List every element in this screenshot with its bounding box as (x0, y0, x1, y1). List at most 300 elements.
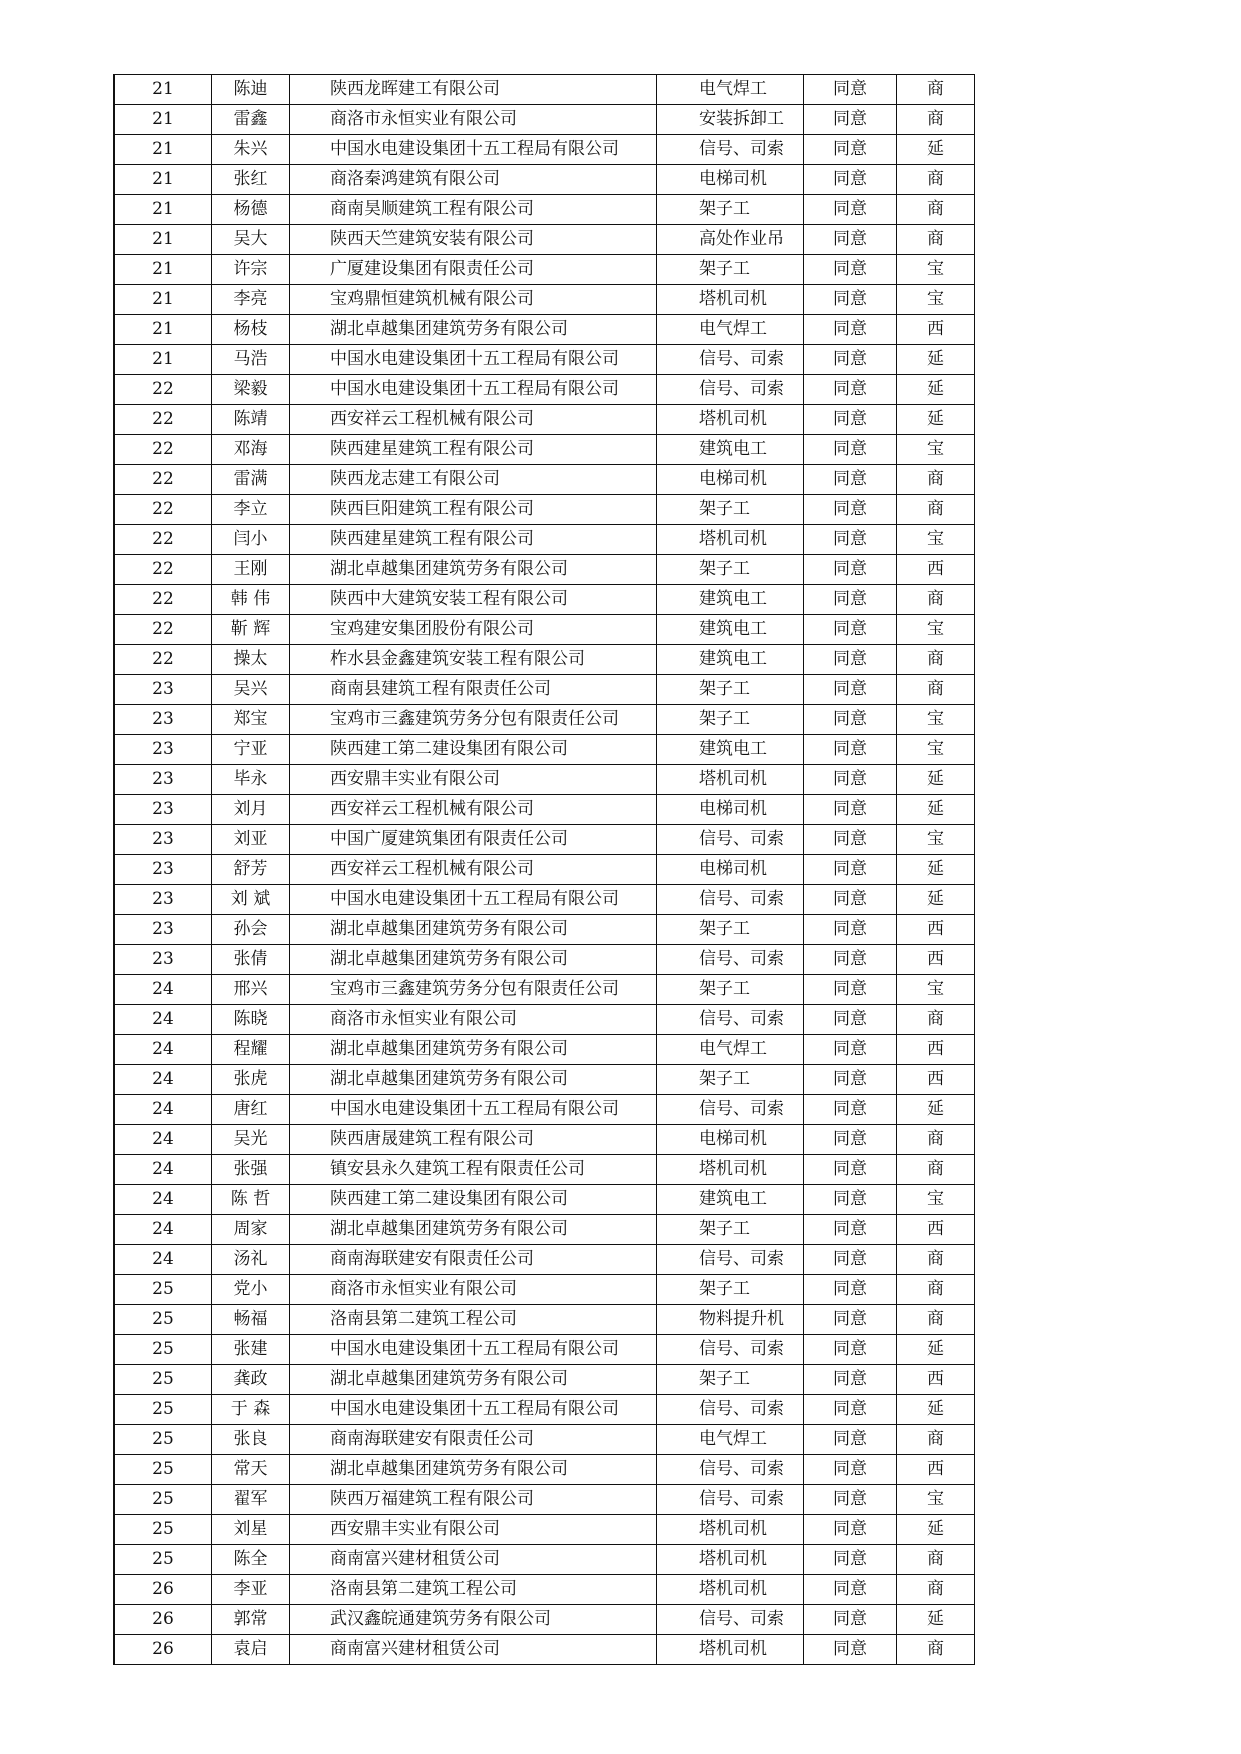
job-type-cell: 信号、司索 (657, 885, 804, 915)
company-cell: 中国水电建设集团十五工程局有限公司 (290, 885, 657, 915)
job-type-cell: 架子工 (657, 675, 804, 705)
row-number-cell: 21 (114, 225, 212, 255)
region-cell: 宝 (897, 255, 975, 285)
row-number-cell: 24 (114, 1185, 212, 1215)
name-cell: 杨德 (212, 195, 290, 225)
company-cell: 中国广厦建筑集团有限责任公司 (290, 825, 657, 855)
row-number-cell: 23 (114, 885, 212, 915)
job-type-cell: 建筑电工 (657, 615, 804, 645)
row-number-cell: 21 (114, 285, 212, 315)
region-cell: 延 (897, 765, 975, 795)
name-cell: 翟军 (212, 1485, 290, 1515)
name-cell: 朱兴 (212, 135, 290, 165)
table-row (114, 645, 975, 675)
job-type-cell: 塔机司机 (657, 1545, 804, 1575)
name-cell: 龚政 (212, 1365, 290, 1395)
approval-cell: 同意 (804, 1365, 897, 1395)
job-type-cell: 高处作业吊 (657, 225, 804, 255)
company-cell: 商洛市永恒实业有限公司 (290, 1005, 657, 1035)
region-cell: 延 (897, 1095, 975, 1125)
region-cell: 商 (897, 225, 975, 255)
row-number-cell: 24 (114, 1215, 212, 1245)
name-cell: 张虎 (212, 1065, 290, 1095)
name-cell: 李亚 (212, 1575, 290, 1605)
company-cell: 中国水电建设集团十五工程局有限公司 (290, 1335, 657, 1365)
job-type-cell: 安装拆卸工 (657, 105, 804, 135)
table-row (114, 375, 975, 405)
job-type-cell: 电梯司机 (657, 1125, 804, 1155)
row-number-cell: 24 (114, 975, 212, 1005)
row-number-cell: 25 (114, 1485, 212, 1515)
region-cell: 商 (897, 105, 975, 135)
row-number-cell: 23 (114, 795, 212, 825)
region-cell: 西 (897, 1065, 975, 1095)
region-cell: 宝 (897, 1185, 975, 1215)
region-cell: 商 (897, 1305, 975, 1335)
job-type-cell: 架子工 (657, 915, 804, 945)
table-row (114, 1395, 975, 1425)
region-cell: 延 (897, 405, 975, 435)
row-number-cell: 23 (114, 675, 212, 705)
row-number-cell: 24 (114, 1155, 212, 1185)
approval-cell: 同意 (804, 735, 897, 765)
row-number-cell: 22 (114, 555, 212, 585)
approval-cell: 同意 (804, 1335, 897, 1365)
company-cell: 商南昊顺建筑工程有限公司 (290, 195, 657, 225)
job-type-cell: 建筑电工 (657, 435, 804, 465)
company-cell: 陕西天竺建筑安装有限公司 (290, 225, 657, 255)
table-row (114, 1245, 975, 1275)
region-cell: 商 (897, 165, 975, 195)
company-cell: 陕西万福建筑工程有限公司 (290, 1485, 657, 1515)
company-cell: 陕西唐晟建筑工程有限公司 (290, 1125, 657, 1155)
approval-cell: 同意 (804, 1455, 897, 1485)
name-cell: 孙会 (212, 915, 290, 945)
approval-cell: 同意 (804, 495, 897, 525)
approval-cell: 同意 (804, 525, 897, 555)
name-cell: 刘星 (212, 1515, 290, 1545)
name-cell: 邓海 (212, 435, 290, 465)
approval-cell: 同意 (804, 1515, 897, 1545)
region-cell: 西 (897, 1215, 975, 1245)
name-cell: 张良 (212, 1425, 290, 1455)
name-cell: 陈迪 (212, 75, 290, 105)
region-cell: 宝 (897, 825, 975, 855)
approval-cell: 同意 (804, 1215, 897, 1245)
region-cell: 西 (897, 555, 975, 585)
name-cell: 吴兴 (212, 675, 290, 705)
row-number-cell: 22 (114, 525, 212, 555)
name-cell: 程耀 (212, 1035, 290, 1065)
table-row (114, 555, 975, 585)
company-cell: 湖北卓越集团建筑劳务有限公司 (290, 315, 657, 345)
row-number-cell: 25 (114, 1425, 212, 1455)
region-cell: 商 (897, 495, 975, 525)
table-row (114, 1095, 975, 1125)
name-cell: 李立 (212, 495, 290, 525)
row-number-cell: 21 (114, 195, 212, 225)
name-cell: 刘亚 (212, 825, 290, 855)
row-number-cell: 26 (114, 1635, 212, 1665)
table-row (114, 855, 975, 885)
name-cell: 张强 (212, 1155, 290, 1185)
job-type-cell: 信号、司索 (657, 1245, 804, 1275)
table-row (114, 1065, 975, 1095)
company-cell: 中国水电建设集团十五工程局有限公司 (290, 375, 657, 405)
region-cell: 商 (897, 1425, 975, 1455)
company-cell: 武汉鑫皖通建筑劳务有限公司 (290, 1605, 657, 1635)
company-cell: 湖北卓越集团建筑劳务有限公司 (290, 915, 657, 945)
name-cell: 陈全 (212, 1545, 290, 1575)
company-cell: 商南富兴建材租赁公司 (290, 1635, 657, 1665)
table-row (114, 1125, 975, 1155)
company-cell: 中国水电建设集团十五工程局有限公司 (290, 345, 657, 375)
name-cell: 杨枝 (212, 315, 290, 345)
row-number-cell: 22 (114, 465, 212, 495)
job-type-cell: 架子工 (657, 975, 804, 1005)
approval-cell: 同意 (804, 705, 897, 735)
row-number-cell: 22 (114, 645, 212, 675)
approval-cell: 同意 (804, 345, 897, 375)
row-number-cell: 22 (114, 375, 212, 405)
row-number-cell: 26 (114, 1605, 212, 1635)
approval-cell: 同意 (804, 315, 897, 345)
approval-cell: 同意 (804, 825, 897, 855)
approval-cell: 同意 (804, 285, 897, 315)
approval-cell: 同意 (804, 1605, 897, 1635)
approval-cell: 同意 (804, 615, 897, 645)
table-row (114, 1275, 975, 1305)
job-type-cell: 信号、司索 (657, 1605, 804, 1635)
company-cell: 陕西巨阳建筑工程有限公司 (290, 495, 657, 525)
job-type-cell: 架子工 (657, 1275, 804, 1305)
row-number-cell: 25 (114, 1365, 212, 1395)
region-cell: 商 (897, 195, 975, 225)
row-number-cell: 22 (114, 435, 212, 465)
name-cell: 宁亚 (212, 735, 290, 765)
approval-cell: 同意 (804, 1185, 897, 1215)
table-row (114, 1515, 975, 1545)
region-cell: 西 (897, 945, 975, 975)
region-cell: 宝 (897, 705, 975, 735)
row-number-cell: 24 (114, 1125, 212, 1155)
name-cell: 周家 (212, 1215, 290, 1245)
row-number-cell: 21 (114, 255, 212, 285)
job-type-cell: 信号、司索 (657, 135, 804, 165)
region-cell: 宝 (897, 1485, 975, 1515)
company-cell: 湖北卓越集团建筑劳务有限公司 (290, 1065, 657, 1095)
company-cell: 洛南县第二建筑工程公司 (290, 1575, 657, 1605)
table-row (114, 225, 975, 255)
job-type-cell: 信号、司索 (657, 345, 804, 375)
approval-cell: 同意 (804, 105, 897, 135)
company-cell: 西安祥云工程机械有限公司 (290, 405, 657, 435)
row-number-cell: 23 (114, 825, 212, 855)
approval-cell: 同意 (804, 195, 897, 225)
company-cell: 西安鼎丰实业有限公司 (290, 1515, 657, 1545)
table-row (114, 105, 975, 135)
row-number-cell: 22 (114, 585, 212, 615)
name-cell: 李亮 (212, 285, 290, 315)
row-number-cell: 21 (114, 105, 212, 135)
table-row (114, 1005, 975, 1035)
job-type-cell: 建筑电工 (657, 1185, 804, 1215)
table-row (114, 255, 975, 285)
name-cell: 畅福 (212, 1305, 290, 1335)
company-cell: 商南县建筑工程有限责任公司 (290, 675, 657, 705)
company-cell: 陕西建工第二建设集团有限公司 (290, 1185, 657, 1215)
table-row (114, 1185, 975, 1215)
job-type-cell: 电梯司机 (657, 855, 804, 885)
company-cell: 商洛市永恒实业有限公司 (290, 105, 657, 135)
region-cell: 宝 (897, 975, 975, 1005)
table-row (114, 1485, 975, 1515)
row-number-cell: 24 (114, 1005, 212, 1035)
name-cell: 许宗 (212, 255, 290, 285)
job-type-cell: 塔机司机 (657, 765, 804, 795)
company-cell: 陕西中大建筑安装工程有限公司 (290, 585, 657, 615)
company-cell: 商南富兴建材租赁公司 (290, 1545, 657, 1575)
region-cell: 商 (897, 1245, 975, 1275)
company-cell: 陕西龙志建工有限公司 (290, 465, 657, 495)
region-cell: 宝 (897, 285, 975, 315)
job-type-cell: 信号、司索 (657, 1395, 804, 1425)
job-type-cell: 塔机司机 (657, 285, 804, 315)
company-cell: 宝鸡鼎恒建筑机械有限公司 (290, 285, 657, 315)
row-number-cell: 23 (114, 915, 212, 945)
row-number-cell: 25 (114, 1455, 212, 1485)
name-cell: 韩 伟 (212, 585, 290, 615)
job-type-cell: 塔机司机 (657, 1575, 804, 1605)
row-number-cell: 22 (114, 495, 212, 525)
name-cell: 梁毅 (212, 375, 290, 405)
region-cell: 宝 (897, 525, 975, 555)
row-number-cell: 22 (114, 615, 212, 645)
table-row (114, 465, 975, 495)
approval-cell: 同意 (804, 225, 897, 255)
row-number-cell: 21 (114, 315, 212, 345)
region-cell: 西 (897, 915, 975, 945)
table-row (114, 945, 975, 975)
company-cell: 中国水电建设集团十五工程局有限公司 (290, 135, 657, 165)
job-type-cell: 信号、司索 (657, 375, 804, 405)
company-cell: 陕西建星建筑工程有限公司 (290, 525, 657, 555)
table-row (114, 405, 975, 435)
company-cell: 陕西建工第二建设集团有限公司 (290, 735, 657, 765)
region-cell: 商 (897, 1275, 975, 1305)
approval-cell: 同意 (804, 855, 897, 885)
table-body (114, 75, 975, 1665)
approval-cell: 同意 (804, 555, 897, 585)
approval-cell: 同意 (804, 1485, 897, 1515)
row-number-cell: 21 (114, 75, 212, 105)
row-number-cell: 25 (114, 1515, 212, 1545)
table-row (114, 1365, 975, 1395)
row-number-cell: 23 (114, 945, 212, 975)
region-cell: 延 (897, 1605, 975, 1635)
region-cell: 西 (897, 1365, 975, 1395)
approval-cell: 同意 (804, 975, 897, 1005)
company-cell: 宝鸡建安集团股份有限公司 (290, 615, 657, 645)
table-row (114, 1155, 975, 1185)
job-type-cell: 信号、司索 (657, 1455, 804, 1485)
personnel-table (113, 74, 975, 1665)
row-number-cell: 24 (114, 1065, 212, 1095)
region-cell: 延 (897, 345, 975, 375)
table-row (114, 285, 975, 315)
name-cell: 吴光 (212, 1125, 290, 1155)
job-type-cell: 架子工 (657, 555, 804, 585)
name-cell: 吴大 (212, 225, 290, 255)
company-cell: 镇安县永久建筑工程有限责任公司 (290, 1155, 657, 1185)
region-cell: 延 (897, 1335, 975, 1365)
name-cell: 毕永 (212, 765, 290, 795)
table-row (114, 675, 975, 705)
table-row (114, 1575, 975, 1605)
name-cell: 刘 斌 (212, 885, 290, 915)
name-cell: 唐红 (212, 1095, 290, 1125)
name-cell: 张建 (212, 1335, 290, 1365)
region-cell: 延 (897, 855, 975, 885)
job-type-cell: 塔机司机 (657, 405, 804, 435)
row-number-cell: 23 (114, 705, 212, 735)
name-cell: 刘月 (212, 795, 290, 825)
company-cell: 湖北卓越集团建筑劳务有限公司 (290, 1455, 657, 1485)
table-row (114, 195, 975, 225)
table-row (114, 735, 975, 765)
row-number-cell: 23 (114, 735, 212, 765)
job-type-cell: 电气焊工 (657, 1035, 804, 1065)
job-type-cell: 电梯司机 (657, 795, 804, 825)
company-cell: 陕西龙晖建工有限公司 (290, 75, 657, 105)
row-number-cell: 25 (114, 1275, 212, 1305)
job-type-cell: 电气焊工 (657, 1425, 804, 1455)
approval-cell: 同意 (804, 1305, 897, 1335)
table-row (114, 1425, 975, 1455)
name-cell: 闫小 (212, 525, 290, 555)
company-cell: 湖北卓越集团建筑劳务有限公司 (290, 1035, 657, 1065)
company-cell: 中国水电建设集团十五工程局有限公司 (290, 1395, 657, 1425)
row-number-cell: 25 (114, 1335, 212, 1365)
row-number-cell: 25 (114, 1545, 212, 1575)
approval-cell: 同意 (804, 945, 897, 975)
row-number-cell: 24 (114, 1095, 212, 1125)
row-number-cell: 25 (114, 1395, 212, 1425)
table-row (114, 615, 975, 645)
company-cell: 湖北卓越集团建筑劳务有限公司 (290, 945, 657, 975)
table-row (114, 165, 975, 195)
job-type-cell: 信号、司索 (657, 1005, 804, 1035)
table-row (114, 975, 975, 1005)
company-cell: 洛南县第二建筑工程公司 (290, 1305, 657, 1335)
name-cell: 张倩 (212, 945, 290, 975)
region-cell: 延 (897, 375, 975, 405)
table-row (114, 1215, 975, 1245)
job-type-cell: 架子工 (657, 705, 804, 735)
region-cell: 商 (897, 675, 975, 705)
region-cell: 商 (897, 465, 975, 495)
approval-cell: 同意 (804, 675, 897, 705)
table-row (114, 525, 975, 555)
table-row (114, 915, 975, 945)
table-row (114, 345, 975, 375)
table-row (114, 1335, 975, 1365)
job-type-cell: 架子工 (657, 495, 804, 525)
approval-cell: 同意 (804, 1095, 897, 1125)
region-cell: 延 (897, 1395, 975, 1425)
approval-cell: 同意 (804, 135, 897, 165)
region-cell: 延 (897, 885, 975, 915)
approval-cell: 同意 (804, 645, 897, 675)
row-number-cell: 24 (114, 1245, 212, 1275)
row-number-cell: 21 (114, 135, 212, 165)
approval-cell: 同意 (804, 405, 897, 435)
table-row (114, 885, 975, 915)
row-number-cell: 21 (114, 165, 212, 195)
approval-cell: 同意 (804, 255, 897, 285)
job-type-cell: 信号、司索 (657, 1335, 804, 1365)
region-cell: 商 (897, 645, 975, 675)
name-cell: 陈 哲 (212, 1185, 290, 1215)
region-cell: 西 (897, 1035, 975, 1065)
name-cell: 陈晓 (212, 1005, 290, 1035)
job-type-cell: 信号、司索 (657, 1485, 804, 1515)
job-type-cell: 架子工 (657, 255, 804, 285)
row-number-cell: 23 (114, 765, 212, 795)
approval-cell: 同意 (804, 375, 897, 405)
approval-cell: 同意 (804, 1635, 897, 1665)
table-row (114, 825, 975, 855)
company-cell: 西安鼎丰实业有限公司 (290, 765, 657, 795)
table-row (114, 585, 975, 615)
table-row (114, 1305, 975, 1335)
name-cell: 邢兴 (212, 975, 290, 1005)
approval-cell: 同意 (804, 1125, 897, 1155)
company-cell: 湖北卓越集团建筑劳务有限公司 (290, 1215, 657, 1245)
company-cell: 宝鸡市三鑫建筑劳务分包有限责任公司 (290, 705, 657, 735)
company-cell: 西安祥云工程机械有限公司 (290, 795, 657, 825)
row-number-cell: 24 (114, 1035, 212, 1065)
approval-cell: 同意 (804, 1275, 897, 1305)
region-cell: 宝 (897, 435, 975, 465)
approval-cell: 同意 (804, 435, 897, 465)
name-cell: 雷鑫 (212, 105, 290, 135)
row-number-cell: 21 (114, 345, 212, 375)
region-cell: 延 (897, 1515, 975, 1545)
table-row (114, 495, 975, 525)
name-cell: 郭常 (212, 1605, 290, 1635)
region-cell: 延 (897, 135, 975, 165)
company-cell: 陕西建星建筑工程有限公司 (290, 435, 657, 465)
approval-cell: 同意 (804, 1245, 897, 1275)
name-cell: 陈靖 (212, 405, 290, 435)
company-cell: 宝鸡市三鑫建筑劳务分包有限责任公司 (290, 975, 657, 1005)
name-cell: 操太 (212, 645, 290, 675)
approval-cell: 同意 (804, 1035, 897, 1065)
table-row (114, 435, 975, 465)
name-cell: 雷满 (212, 465, 290, 495)
name-cell: 马浩 (212, 345, 290, 375)
job-type-cell: 塔机司机 (657, 525, 804, 555)
region-cell: 商 (897, 1575, 975, 1605)
job-type-cell: 塔机司机 (657, 1515, 804, 1545)
job-type-cell: 架子工 (657, 195, 804, 225)
approval-cell: 同意 (804, 885, 897, 915)
region-cell: 宝 (897, 615, 975, 645)
job-type-cell: 信号、司索 (657, 945, 804, 975)
job-type-cell: 电梯司机 (657, 165, 804, 195)
name-cell: 郑宝 (212, 705, 290, 735)
